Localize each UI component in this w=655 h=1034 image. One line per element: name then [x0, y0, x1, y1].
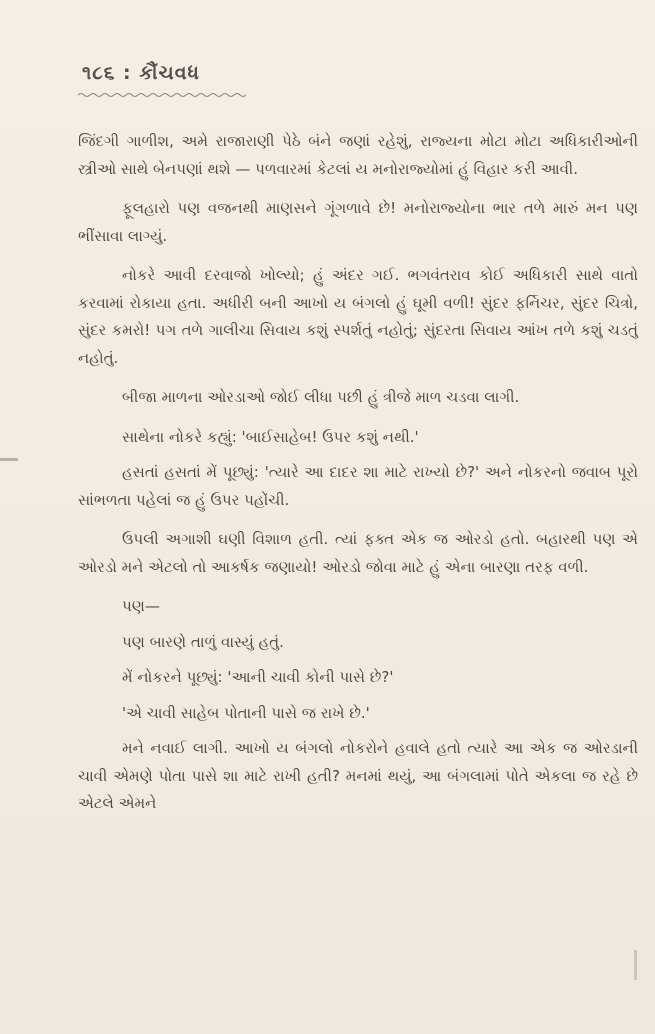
header-wavy-rule — [78, 92, 246, 98]
paragraph-12: મને નવાઈ લાગી. આખો ય બંગલો નોકરોને હવાલે હતો ત્યારે આ એક જ ઓરડાની ચાવી એમણે પોતા પાસે શા માટે રાખી હતી? મનમાં થયું, આ બંગલામાં પોતે એકલા જ રહે છે એટલે એમને — [78, 739, 638, 812]
paragraph-9: પણ બારણે તાળું વાસ્યું હતું. — [122, 632, 284, 651]
body-text — [78, 128, 638, 830]
paragraph-7: ઉપલી અગાશી ઘણી વિશાળ હતી. ત્યાં ફક્ત એક જ ઓરડો હતો. બહારથી પણ એ ઓરડો મને એટલો તો આકર્ષક જણાયો! ઓરડો જોવા માટે હું એના બારણા તરફ વળી. — [78, 530, 638, 576]
running-head: ૧૮૬ : કૌંચવધ — [82, 62, 200, 84]
paragraph-1: જિંદગી ગાળીશ, અમે રાજારાણી પેઠે બંને જણાં રહેશું, રાજ્યના મોટા મોટા અધિકારીઓની સ્ત્રીઓ સાથે બેનપણાં થશે — પળવારમાં કેટલાં ય મનોરાજ્યોમાં હું વિહાર કરી આવી. — [78, 132, 638, 178]
paragraph-3: નોકરે આવી દરવાજો ખોલ્યો; હું અંદર ગઈ. ભગવંતરાવ કોઈ અધિકારી સાથે વાતો કરવામાં રોકાયા હતા. અધીરી બની આખો ય બંગલો હું ઘૂમી વળી! સુંદર ફર્નિચર, સુંદર ચિત્રો, સુંદર કમરો! પગ તળે ગાલીચા સિવાય કશું સ્પર્શતું નહોતું; સુંદરતા સિવાય આંખ તળે કશું ચડતું નહોતું. — [78, 266, 638, 367]
paragraph-10: મેં નોકરને પૂછ્યું: 'આની ચાવી કોની પાસે છે?' — [122, 668, 394, 686]
paragraph-5: સાથેના નોકરે કહ્યું: 'બાઈસાહેબ! ઉપર કશું નથી.' — [122, 427, 419, 446]
page-edge-mark — [0, 458, 18, 461]
page-side-tick — [634, 950, 637, 980]
paragraph-11: 'એ ચાવી સાહેબ પોતાની પાસે જ રાખે છે.' — [122, 703, 370, 722]
paragraph-6: હસતાં હસતાં મેં પૂછ્યું: 'ત્યારે આ દાદર શા માટે રાખ્યો છે?' અને નોકરનો જવાબ પૂરો સાંભળતા પહેલાં જ હું ઉપર પહોંચી. — [78, 463, 638, 509]
paragraph-8: પણ— — [122, 597, 160, 615]
paragraph-2: ફૂલહારો પણ વજનથી માણસને ગૂંગળાવે છે! મનોરાજ્યોના ભાર તળે મારું મન પણ ભીંસાવા લાગ્યું. — [78, 199, 638, 245]
paragraph-4: બીજા માળના ઓરડાઓ જોઈ લીધા પછી હું ત્રીજે માળ ચડવા લાગી. — [122, 388, 520, 406]
